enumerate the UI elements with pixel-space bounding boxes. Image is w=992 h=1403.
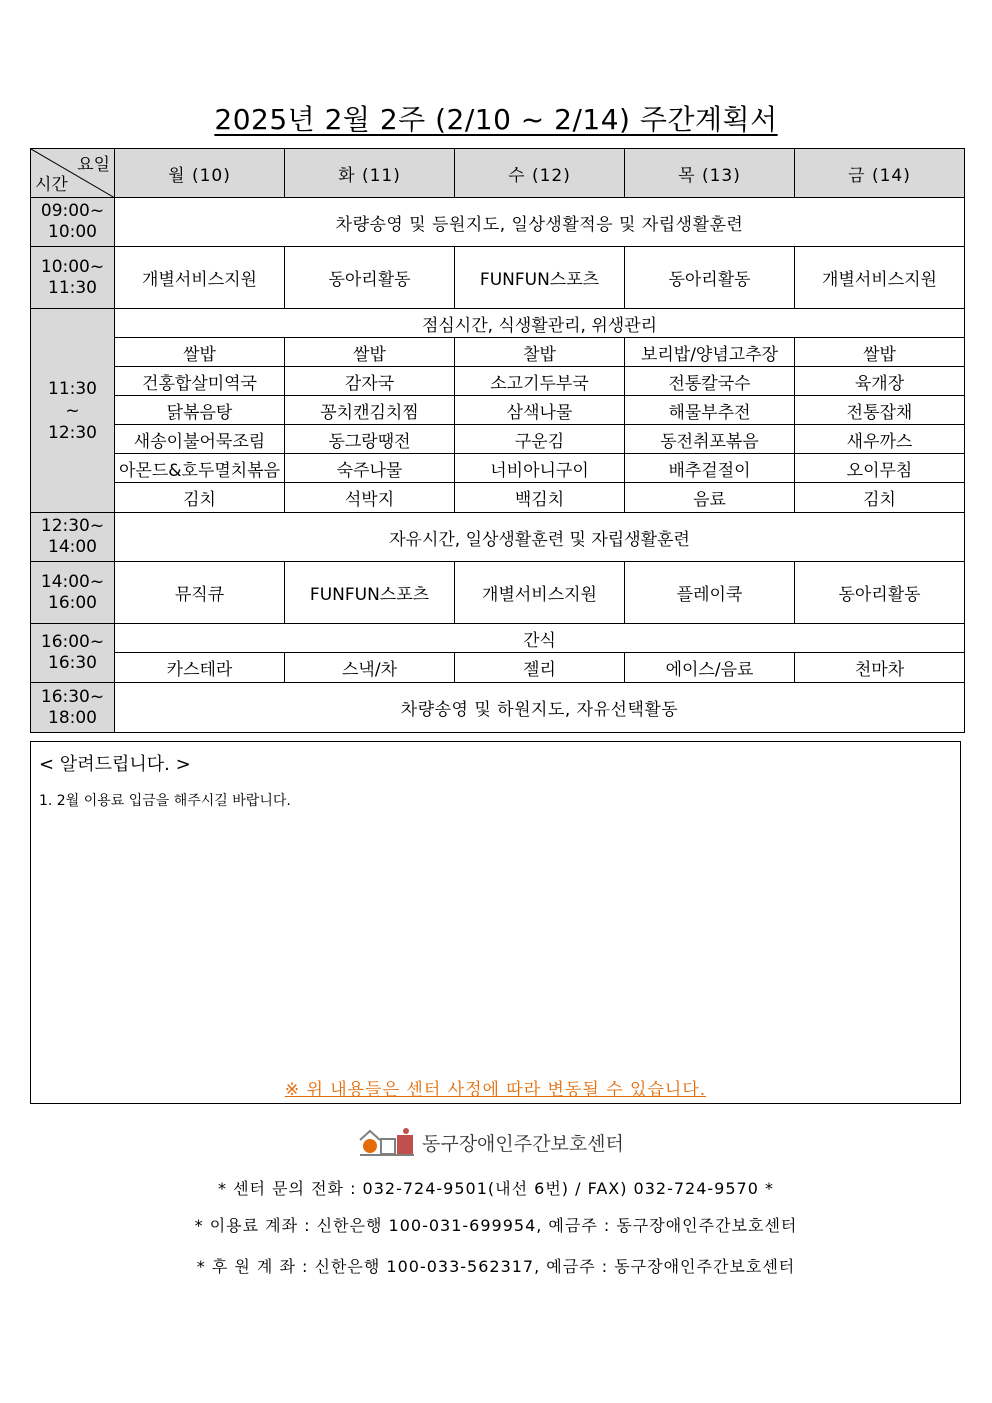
slot-row (31, 562, 965, 624)
menu-item: 새우까스 (795, 425, 965, 454)
menu-row (31, 338, 965, 367)
menu-item: 김치 (795, 483, 965, 513)
time-end: 11:30 (48, 277, 97, 298)
menu-item: 석박지 (285, 483, 455, 513)
menu-item: 새송이불어묵조림 (115, 425, 285, 454)
time-end: 12:30 (48, 422, 97, 443)
activity-cell: 뮤직큐 (115, 562, 285, 624)
title-text: 2025년 2월 2주 (2/10 ~ 2/14) 주간계획서 (214, 103, 778, 136)
time-cell (31, 683, 115, 733)
document-title (0, 98, 992, 138)
snack-item: 에이스/음료 (625, 653, 795, 683)
menu-item: 너비아니구이 (455, 454, 625, 483)
time-start: 11:30 (48, 378, 97, 399)
time-start: 10:00~ (40, 256, 105, 277)
snack-item: 스낵/차 (285, 653, 455, 683)
lunch-heading: 점심시간, 식생활관리, 위생관리 (115, 309, 965, 338)
menu-item: 쌀밥 (285, 338, 455, 367)
slot-row (31, 247, 965, 309)
menu-item: 동전취포볶음 (625, 425, 795, 454)
time-end: 18:00 (48, 707, 97, 728)
time-end: 16:30 (48, 653, 97, 673)
menu-item: 삼색나물 (455, 396, 625, 425)
time-label: 시간 (35, 175, 68, 195)
menu-item: 전통잡채 (795, 396, 965, 425)
time-separator: ~ (65, 400, 80, 421)
notice-item: 1. 2월 이용료 입금을 해주시길 바랍니다. (39, 793, 291, 809)
slot-row (31, 683, 965, 733)
center-logo (358, 1126, 624, 1158)
time-start: 14:00~ (40, 571, 105, 592)
weekly-schedule-table (30, 148, 965, 733)
day-header-tue: 화 (11) (285, 149, 455, 198)
footer-support-account: * 후 원 계 좌 : 신한은행 100-033-562317, 예금주 : 동구장애인주간보호센터 (196, 1257, 796, 1276)
menu-item: 숙주나물 (285, 454, 455, 483)
activity-cell: 개별서비스지원 (455, 562, 625, 624)
time-cell (31, 198, 115, 247)
lunch-time-cell (31, 309, 115, 513)
slot-row (31, 198, 965, 247)
menu-item: 배추겉절이 (625, 454, 795, 483)
day-header-mon: 월 (10) (115, 149, 285, 198)
menu-item: 찰밥 (455, 338, 625, 367)
menu-item: 음료 (625, 483, 795, 513)
menu-item: 아몬드&호두멸치볶음 (115, 454, 285, 483)
menu-item: 전통칼국수 (625, 367, 795, 396)
menu-row (31, 396, 965, 425)
activity-cell: 동아리활동 (625, 247, 795, 309)
corner-cell (31, 149, 115, 198)
menu-item: 오이무침 (795, 454, 965, 483)
menu-item: 소고기두부국 (455, 367, 625, 396)
notice-warning: ※ 위 내용들은 센터 사정에 따라 변동될 수 있습니다. (284, 1080, 707, 1100)
menu-item: 김치 (115, 483, 285, 513)
menu-item: 건홍합살미역국 (115, 367, 285, 396)
time-end: 14:00 (48, 537, 97, 557)
activity-cell: 플레이쿡 (625, 562, 795, 624)
menu-item: 쌀밥 (115, 338, 285, 367)
activity-cell: 자유시간, 일상생활훈련 및 자립생활훈련 (115, 513, 965, 562)
notice-box (30, 741, 961, 1104)
time-cell (31, 562, 115, 624)
activity-cell: 차량송영 및 하원지도, 자유선택활동 (115, 683, 965, 733)
activity-cell: 개별서비스지원 (115, 247, 285, 309)
menu-item: 구운김 (455, 425, 625, 454)
time-end: 10:00 (48, 222, 97, 242)
menu-item: 쌀밥 (795, 338, 965, 367)
time-start: 16:30~ (40, 686, 105, 707)
activity-cell: FUNFUN스포츠 (455, 247, 625, 309)
time-cell (31, 247, 115, 309)
menu-item: 해물부추전 (625, 396, 795, 425)
footer-fee-account: * 이용료 계좌 : 신한은행 100-031-699954, 예금주 : 동구장애인주간보호센터 (194, 1216, 798, 1235)
center-name: 동구장애인주간보호센터 (422, 1132, 624, 1155)
lunch-heading-row (31, 309, 965, 338)
activity-cell: 동아리활동 (285, 247, 455, 309)
menu-row (31, 425, 965, 454)
menu-item: 닭볶음탕 (115, 396, 285, 425)
day-header-thu: 목 (13) (625, 149, 795, 198)
activity-cell: 개별서비스지원 (795, 247, 965, 309)
menu-item: 백김치 (455, 483, 625, 513)
menu-item: 동그랑땡전 (285, 425, 455, 454)
menu-row (31, 454, 965, 483)
menu-row (31, 367, 965, 396)
activity-cell: 차량송영 및 등원지도, 일상생활적응 및 자립생활훈련 (115, 198, 965, 247)
time-cell (31, 513, 115, 562)
snack-item: 천마차 (795, 653, 965, 683)
time-start: 09:00~ (40, 201, 105, 221)
snack-heading: 간식 (115, 624, 965, 653)
time-start: 16:00~ (40, 632, 105, 652)
snack-heading-row (31, 624, 965, 653)
header-row (31, 149, 965, 198)
house-blocks-logo-icon (358, 1127, 416, 1157)
time-end: 16:00 (48, 592, 97, 613)
snack-time-cell (31, 624, 115, 683)
footer-phone: * 센터 문의 전화 : 032-724-9501(내선 6번) / FAX) 032-724-9570 * (218, 1179, 774, 1198)
day-header-wed: 수 (12) (455, 149, 625, 198)
snack-row (31, 653, 965, 683)
menu-item: 감자국 (285, 367, 455, 396)
menu-item: 육개장 (795, 367, 965, 396)
slot-row (31, 513, 965, 562)
activity-cell: FUNFUN스포츠 (285, 562, 455, 624)
menu-item: 보리밥/양념고추장 (625, 338, 795, 367)
day-label: 요일 (77, 155, 110, 175)
time-start: 12:30~ (40, 516, 105, 536)
menu-item: 꽁치캔김치찜 (285, 396, 455, 425)
day-header-fri: 금 (14) (795, 149, 965, 198)
notice-heading: < 알려드립니다. > (39, 754, 191, 775)
snack-item: 젤리 (455, 653, 625, 683)
menu-row (31, 483, 965, 513)
activity-cell: 동아리활동 (795, 562, 965, 624)
snack-item: 카스테라 (115, 653, 285, 683)
